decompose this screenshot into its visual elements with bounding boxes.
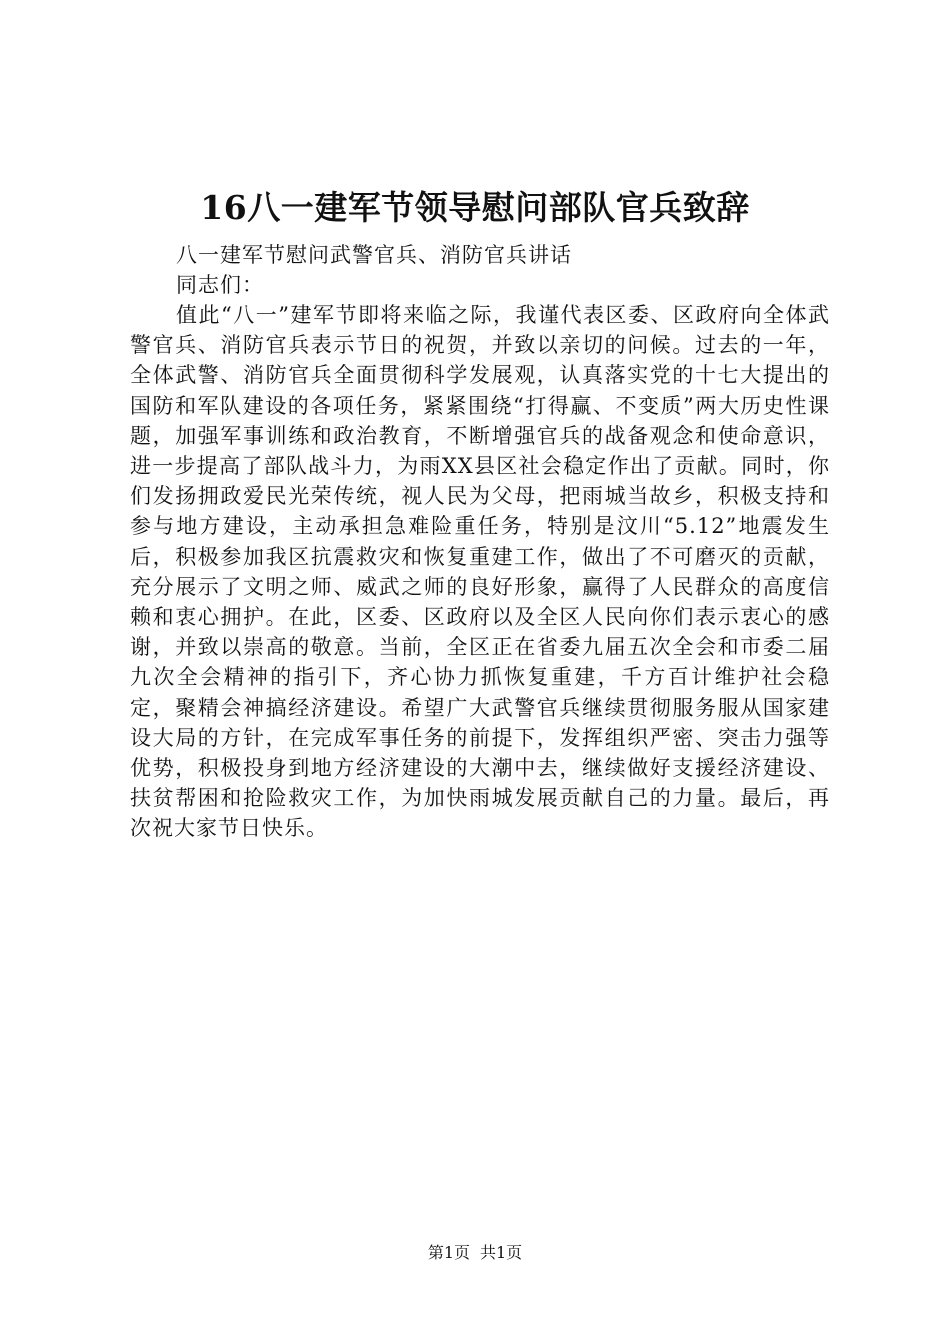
page-number-current: 第1页 xyxy=(427,1243,470,1262)
document-subtitle: 八一建军节慰问武警官兵、消防官兵讲话 xyxy=(176,243,572,267)
page-number-total: 共1页 xyxy=(480,1243,523,1262)
salutation: 同志们： xyxy=(176,273,264,297)
body-paragraph: 值此“八一”建军节即将来临之际，我谨代表区委、区政府向全体武警官兵、消防官兵表示节日的祝贺，并致以亲切的问候。过去的一年，全体武警、消防官兵全面贯彻科学发展观，认真落实党的十七大提出的国防和军队建设的各项任务，紧紧围绕“打得赢、不变质”两大历史性课题，加强军事训练和政治教育，不断增强官兵的战备观念和使命意识，进一步提高了部队战斗力，为雨XX县区社会稳定作出了贡献。同时，你们发扬拥政爱民光荣传统，视人民为父母，把雨城当故乡，积极支持和参与地方建设，主动承担急难险重任务，特别是汶川“5.12”地震发生后，积极参加我区抗震救灾和恢复重建工作，做出了不可磨灭的贡献，充分展示了文明之师、威武之师的良好形象，赢得了人民群众的高度信赖和衷心拥护。在此，区委、区政府以及全区人民向你们表示衷心的感谢，并致以崇高的敬意。当前，全区正在省委九届五次全会和市委二届九次全会精神的指引下，齐心协力抓恢复重建，千方百计维护社会稳定，聚精会神搞经济建设。希望广大武警官兵继续贯彻服务服从国家建设大局的方针，在完成军事任务的前提下，发挥组织严密、突击力强等优势，积极投身到地方经济建设的大潮中去，继续做好支援经济建设、扶贫帮困和抢险救灾工作，为加快雨城发展贡献自己的力量。最后，再次祝大家节日快乐。 xyxy=(130,303,830,841)
page-footer xyxy=(0,1242,950,1264)
document-title: 16八一建军节领导慰问部队官兵致辞 xyxy=(200,188,750,227)
